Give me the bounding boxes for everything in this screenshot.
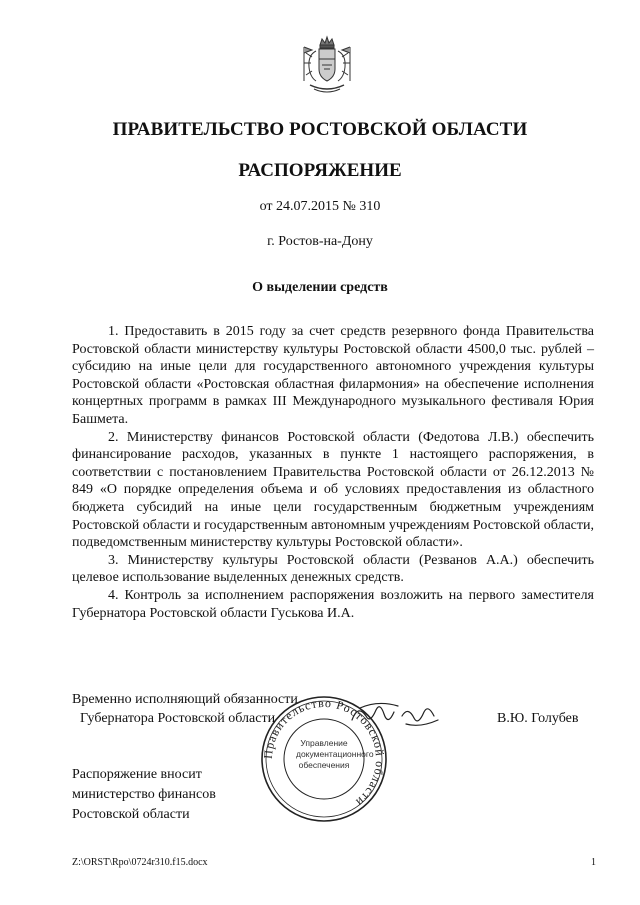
document-type: РАСПОРЯЖЕНИЕ: [238, 160, 402, 181]
page-number: 1: [591, 857, 596, 868]
paragraph-4: 4. Контроль за исполнением распоряжения возложить на первого заместителя Губернатора Ростовской области Гуськова И.А.: [72, 587, 594, 621]
paragraph-1: 1. Предоставить в 2015 году за счет средств резервного фонда Правительства Ростовской области министерству культуры Ростовской области 4500,0 тыс. рублей – субсидию на иные цели для государственного автономного учреждения культуры Ростовской области «Ростовская областная филармония» на обеспечение исполнения концертных программ в рамках III Международного музыкального фестиваля Юрия Башмета.: [72, 324, 594, 427]
seal-inner-text: Управление документационного обеспечения: [296, 738, 374, 770]
handwritten-signature: [348, 698, 443, 732]
file-path: Z:\ORST\Rpo\0724r310.f15.docx: [72, 857, 208, 868]
signatory-name: В.Ю. Голубев: [497, 711, 579, 726]
signatory-position-line1: Временно исполняющий обязанности: [72, 692, 298, 707]
document-city: г. Ростов-на-Дону: [267, 234, 373, 249]
submitted-by-note: Распоряжение вносит министерство финансов Ростовской области: [72, 767, 216, 822]
document-subject: О выделении средств: [252, 280, 388, 295]
paragraph-3: 3. Министерству культуры Ростовской области (Резванов А.А.) обеспечить целевое использование выделенных денежных средств.: [72, 552, 594, 586]
coat-of-arms-icon: [298, 35, 356, 97]
signatory-position-line2: Губернатора Ростовской области: [80, 711, 276, 726]
government-title: ПРАВИТЕЛЬСТВО РОСТОВСКОЙ ОБЛАСТИ: [112, 119, 528, 140]
paragraph-2: 2. Министерству финансов Ростовской области (Федотова Л.В.) обеспечить финансирование расходов, указанных в пункте 1 настоящего распоряжения, в соответствии с постановлением Правительства Ростовской области от 26.12.2013 № 849 «О порядке определения объема и об условиях предоставления из областного бюджета субсидий на иные цели государственным бюджетным учреждениям Ростовской области и государственным автономным учреждениям Ростовской области, подведомственным министерству культуры Ростовской области».: [72, 429, 594, 551]
document-date-number: от 24.07.2015 № 310: [259, 199, 381, 214]
document-body: [72, 323, 594, 622]
seal-ring-text: Правительство Ростовской области: [260, 695, 388, 810]
